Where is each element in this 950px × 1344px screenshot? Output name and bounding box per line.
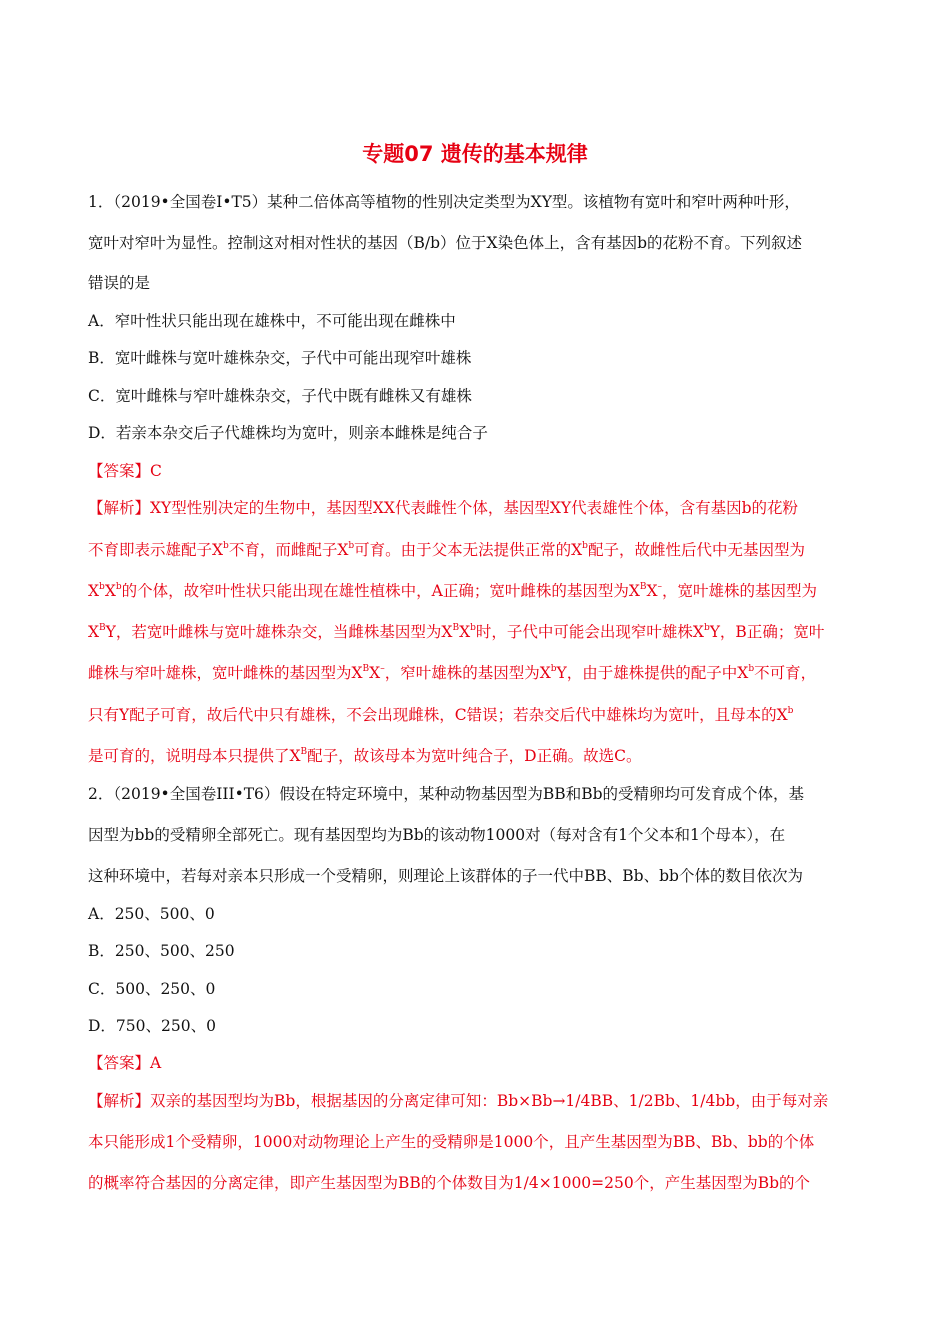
- q1-stem-line-3: 错误的是: [88, 274, 151, 292]
- analysis-tag: 【解析】: [88, 499, 151, 517]
- q2-analysis-line-3: 的概率符合基因的分离定律，即产生基因型为BB的个体数目为1/4×1000=250个，产生基因型为Bb的个: [88, 1174, 811, 1192]
- q2-stem-line-2: 因型为bb的受精卵全部死亡。现有基因型均为Bb的该动物1000对（每对含有1个父本和1个母本），在: [88, 826, 786, 844]
- answer-value: A: [150, 1054, 162, 1072]
- answer-value: C: [150, 462, 162, 480]
- q1-stem-line-2: 宽叶对窄叶为显性。控制这对相对性状的基因（B/b）位于X染色体上，含有基因b的花粉不育。下列叙述: [88, 234, 802, 252]
- page-title: 专题07 遗传的基本规律: [362, 142, 588, 166]
- q1-option-a: A．窄叶性状只能出现在雄株中，不可能出现在雌株中: [88, 312, 456, 330]
- q1-stem-line-1: 1．（2019•全国卷Ⅰ•T5）某种二倍体高等植物的性别决定类型为XY型。该植物有宽叶和窄叶两种叶形，: [88, 193, 800, 211]
- answer-tag: 【答案】: [88, 1054, 151, 1072]
- q1-analysis-line-4: $X^BY$，若宽叶雌株与宽叶雄株杂交，当雌株基因型为$X^BX^b$时，子代中可能会出现窄叶雄株$X^bY$，B正确；宽叶: [88, 623, 825, 641]
- analysis-tag: 【解析】: [88, 1092, 151, 1110]
- answer-tag: 【答案】: [88, 462, 151, 480]
- q2-option-c: C．500、250、0: [88, 980, 216, 998]
- q2-option-b: B．250、500、250: [88, 942, 235, 960]
- q2-analysis-line-2: 本只能形成1个受精卵，1000对动物理论上产生的受精卵是1000个，且产生基因型为BB、Bb、bb的个体: [88, 1133, 815, 1151]
- q1-analysis-line-1: 【解析】XY型性别决定的生物中，基因型XX代表雌性个体，基因型XY代表雄性个体，含有基因b的花粉: [88, 499, 799, 517]
- q1-option-b: B．宽叶雌株与宽叶雄株杂交，子代中可能出现窄叶雄株: [88, 349, 472, 367]
- q1-analysis-line-7: 是可育的，说明母本只提供了$X^B$配子，故该母本为宽叶纯合子，D正确。故选C。: [88, 747, 642, 765]
- q1-option-d: D．若亲本杂交后子代雄株均为宽叶，则亲本雌株是纯合子: [88, 424, 488, 442]
- q1-option-c: C．宽叶雌株与窄叶雄株杂交，子代中既有雌株又有雄株: [88, 387, 472, 405]
- q2-analysis-line-1: 【解析】双亲的基因型均为Bb，根据基因的分离定律可知：Bb×Bb→1/4BB、1/2Bb、1/4bb，由于每对亲: [88, 1092, 829, 1110]
- q1-analysis-line-3: $X^bX^b$的个体，故窄叶性状只能出现在雄性植株中，A正确；宽叶雌株的基因型为$X^BX^-$，宽叶雄株的基因型为: [88, 582, 818, 600]
- q2-stem-line-1: 2．（2019•全国卷III•T6）假设在特定环境中，某种动物基因型为BB和Bb的受精卵均可发育成个体，基: [88, 785, 805, 803]
- q1-analysis-line-5: 雌株与窄叶雄株，宽叶雌株的基因型为$X^BX^-$，窄叶雄株的基因型为$X^bY$，由于雄株提供的配子中$X^b$不可育，: [88, 664, 817, 682]
- q1-answer: [88, 460, 868, 482]
- q2-answer: [88, 1052, 868, 1074]
- q1-analysis-line-6: 只有Y配子可育，故后代中只有雄株，不会出现雌株，C错误；若杂交后代中雄株均为宽叶，且母本的$X^b$: [88, 706, 794, 724]
- q2-option-d: D．750、250、0: [88, 1017, 216, 1035]
- q1-analysis-line-2: 不育即表示雄配子$X^b$不育，而雌配子$X^b$可育。由于父本无法提供正常的$X^b$配子，故雌性后代中无基因型为: [88, 541, 805, 559]
- q2-option-a: A．250、500、0: [88, 905, 215, 923]
- q2-stem-line-3: 这种环境中，若每对亲本只形成一个受精卵，则理论上该群体的子一代中BB、Bb、bb个体的数目依次为: [88, 867, 803, 885]
